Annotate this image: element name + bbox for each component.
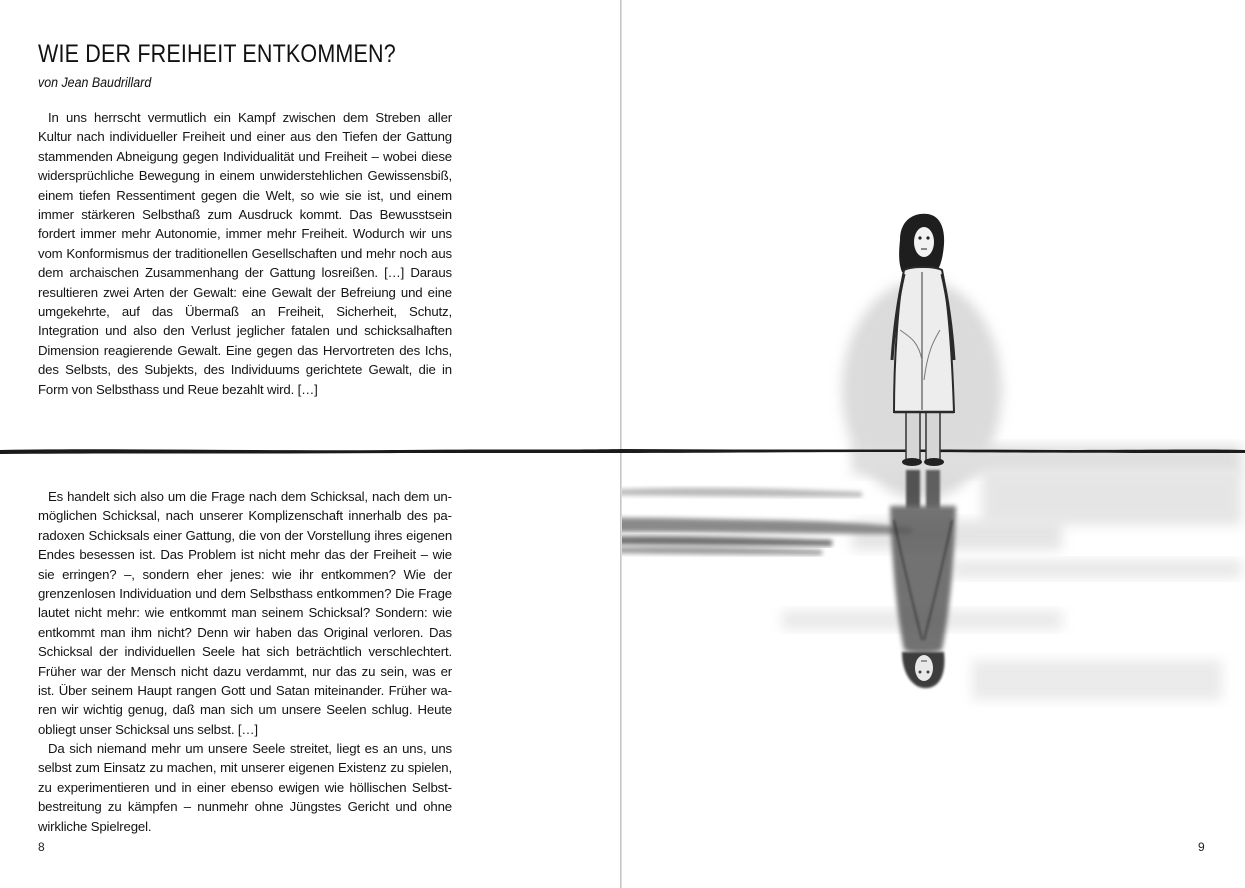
right-page [622, 0, 1245, 888]
page-number-right: 9 [1198, 840, 1205, 854]
wash-background [782, 280, 1242, 700]
brush-horizon-line [0, 420, 622, 480]
page-number-left: 8 [38, 840, 45, 854]
article-author: von Jean Baudrillard [38, 75, 152, 90]
paragraph-3: Da sich niemand mehr um unsere Seele streitet, liegt es an uns, uns selbst zum Einsatz zu machen, mit unserer eigenen Existenz zu spielen, zu experimentieren und in einer ebenso ewigen wie höllischen Selbstbestreitung zu kämpfen – nunmehr ohne Jüngstes Gericht und ohne wirkliche Spielregel. [38, 741, 452, 834]
reflected-figure [890, 470, 956, 688]
paragraph-2: Es handelt sich also um die Frage nach dem Schicksal, nach dem unmöglichen Schicksal, nach unserer Komplizenschaft innerhalb des paradoxen Schicksals einer Gattung, die von der Vorstellung ihres eigenen Endes besessen ist. Das Problem ist nicht mehr das der Freiheit – wie sie erringen? –, sondern eher jenes: wie ihr entkommen? Wie der grenzenlosen Individuation und dem Selbsthass entkommen? Die Frage lautet nicht mehr: wie entkommt man seinem Schicksal? Sondern: wie entkommt man ihm nicht? Denn wir haben das Original verloren. Das Schicksal der individuellen Seele hat sich beträchtlich verschlechtert. Früher war der Mensch nicht dazu verdammt, nur das zu sein, was er ist. Über seinem Haupt rangen Gott und Satan miteinander. Früher waren wir wichtig genug, daß man sich um unsere Seelen schlug. Heute obliegt unser Schicksal uns selbst. […] [38, 489, 452, 737]
ink-illustration [622, 0, 1245, 888]
article-title: WIE DER FREIHEIT ENTKOMMEN? [38, 40, 396, 68]
paragraph-1: In uns herrscht vermutlich ein Kampf zwischen dem Streben aller Kultur nach individueller Freiheit und einer aus den Tiefen der Gattung stammenden Abneigung gegen Individualität und Freiheit – wobei diese widersprüchliche Bewegung in einem unwiderstehlichen Gewissensbiß, einem tiefen Ressentiment gegen die Welt, so wie sie ist, und einem immer stärkeren Selbsthaß zum Ausdruck kommt. Das Bewusstsein fordert immer mehr Autonomie, immer mehr Freiheit. Wodurch wir uns vom Konformismus der traditionellen Gesellschaften und mehr noch aus dem archaischen Zusammenhang der Gattung losreißen. […] Daraus resultieren zwei Arten der Gewalt: eine Gewalt der Befreiung und eine umgekehrte, auf das Übermaß an Freiheit, Sicherheit, Schutz, Integration und also den Verlust jeglicher fatalen und schicksalhaften Dimension reagierende Gewalt. Eine gegen das Hervortreten des Ichs, des Selbsts, des Subjekts, des Individuums gerichtete Gewalt, die in Form von Selbsthass und Reue bezahlt wird. […] [38, 110, 452, 397]
